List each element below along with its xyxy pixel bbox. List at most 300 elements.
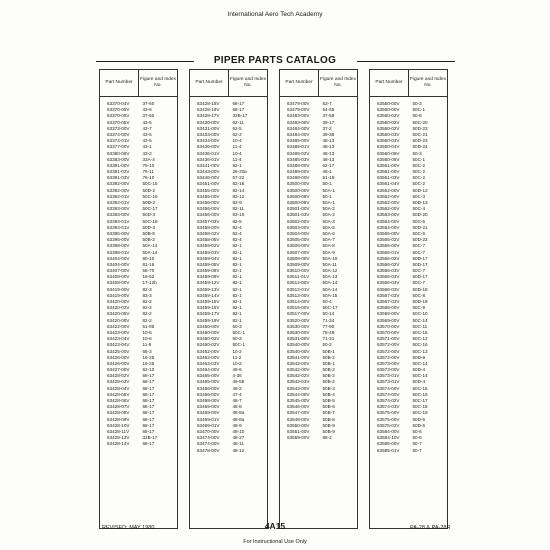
figure-index: 83-12 [232, 193, 245, 199]
figure-index: 50C-2 [412, 169, 426, 175]
part-number: 63572-00V [377, 342, 400, 348]
figure-index: 47-4 [232, 391, 242, 397]
part-number: 63566-03V [377, 268, 400, 274]
part-number: 63428-15V [197, 101, 220, 106]
figure-index: 83-3 [142, 292, 152, 298]
part-number: 63562-00V [377, 193, 400, 199]
part-number: 63398-01V [107, 249, 130, 255]
figure-index: 50-1 [322, 193, 332, 199]
figure-index: 50C-1 [412, 107, 426, 113]
figure-index: 50D-23 [412, 125, 428, 131]
figure-index: 76-10 [142, 175, 155, 181]
figure-index: 56-70 [142, 268, 155, 274]
column-header [100, 70, 177, 97]
figure-index: 43-1 [142, 144, 152, 150]
figure-index: 50A-5 [322, 224, 335, 230]
figure-index: 48-13 [322, 138, 335, 144]
figure-index: 50D-12 [412, 187, 428, 193]
part-number: 63570-00V [377, 323, 400, 329]
figure-index: 54-55 [322, 107, 335, 113]
figure-index: 50C-7 [412, 268, 426, 274]
part-number: 63560-02V [377, 125, 400, 131]
figure-index: 62-17 [322, 162, 335, 168]
figure-index: 16-25 [142, 360, 155, 366]
figure-index: 71-31 [322, 336, 335, 342]
part-number: 63456-00V [197, 206, 220, 212]
part-number: 63428-14V [107, 441, 130, 447]
figure-index: 50D-5 [412, 422, 426, 428]
part-number: 63374-00V [107, 131, 130, 137]
table-row [190, 448, 267, 454]
part-number: 63420-08V [107, 317, 130, 323]
part-number: 63423-04V [107, 336, 130, 342]
part-number: 63392-01V [107, 193, 130, 199]
figure-index: 50B-1 [322, 348, 335, 354]
part-number: 63506-00V [287, 243, 310, 249]
figure-index: 82-4 [232, 230, 242, 236]
figure-index: 48-13 [322, 156, 335, 162]
figure-index: 10-2 [232, 360, 242, 366]
figure-index: 82-14 [232, 187, 245, 193]
figure-index: 50C-1 [232, 342, 246, 348]
figure-index: 11-6 [142, 342, 152, 348]
parts-column-1 [99, 69, 178, 529]
part-number: 63565-02V [377, 237, 400, 243]
figure-index: 82-2 [142, 299, 152, 304]
part-number: 63428-08V [107, 410, 130, 416]
figure-index: 50C-7 [412, 243, 426, 249]
part-number: 63427-00V [107, 367, 130, 373]
part-number: 63483-00V [287, 119, 310, 125]
figure-index: 37-60 [142, 113, 155, 119]
title-rule-right [357, 61, 455, 62]
part-number: 63466-00V [197, 385, 220, 391]
figure-index: 50C-15 [412, 329, 428, 335]
figure-index: 50C-15 [412, 385, 428, 391]
part-number: 63428-10V [107, 422, 130, 428]
part-number: 63584-00V [377, 428, 400, 434]
part-number: 63509-00V [287, 261, 310, 267]
part-number: 63542-00V [287, 360, 310, 366]
page-number: 4A15 [264, 521, 286, 531]
part-number: 63566-03V [377, 286, 400, 292]
figure-index: 17-12b [142, 280, 157, 286]
figure-index: 50-3 [412, 150, 422, 156]
part-number: 63560-06V [377, 156, 400, 162]
part-number: 63469-01V [197, 416, 220, 422]
figure-index: 50A-15 [322, 292, 338, 298]
figure-index: 50C-18 [142, 218, 158, 224]
figure-index: 50D-4 [412, 379, 426, 385]
figure-index: 62-2 [232, 131, 242, 137]
part-number: 63464-00V [197, 367, 220, 373]
part-number: 63560-03V [377, 138, 400, 144]
part-number: 63573-01V [377, 373, 400, 379]
part-number: 63458-02V [197, 230, 220, 236]
part-number: 63484-00V [287, 125, 310, 131]
figure-index: 50-2 [322, 342, 332, 348]
part-number: 63474-00V [197, 441, 220, 447]
part-number: 63501-03V [287, 212, 310, 218]
part-number: 63560-04V [377, 144, 400, 150]
figure-index: 50C-10 [412, 311, 428, 317]
figure-index: 50-3 [232, 323, 242, 329]
part-number: 63420-02V [107, 305, 130, 311]
part-number: 63407-00V [107, 268, 130, 274]
figure-index: 50-1 [322, 181, 332, 187]
figure-index: 50B-9 [322, 428, 335, 434]
figure-index: 37-60 [142, 101, 155, 106]
part-number: 63430-00V [197, 119, 220, 125]
part-number: 63469-00V [197, 410, 220, 416]
figure-index: 10-4 [232, 150, 242, 156]
part-number: 63423-00V [107, 329, 130, 335]
figure-index: 48-10 [232, 428, 245, 434]
part-number: 63531-00V [287, 336, 310, 342]
part-number-header: Part Number [280, 70, 319, 96]
figure-index: 10-2 [232, 348, 242, 354]
part-number: 63428-06V [107, 398, 130, 403]
parts-list [190, 97, 267, 454]
figure-index: 50B-2 [322, 373, 335, 379]
figure-index: 50A-3 [322, 218, 335, 224]
figure-index: 50C-21 [412, 131, 428, 137]
part-number: 63456-00V [197, 212, 220, 218]
part-number: 63459-13V [197, 286, 220, 292]
figure-index: 50D-2 [142, 187, 156, 193]
part-number: 63585-01V [377, 447, 400, 453]
parts-column-4 [369, 69, 451, 531]
part-number: 63571-00V [377, 336, 400, 342]
part-number: 63574-00V [377, 385, 400, 391]
part-number: 63436-00V [197, 144, 220, 150]
figure-index: 50B-9 [142, 230, 155, 236]
part-number: 63567-03V [377, 292, 400, 298]
figure-index: 50B-4 [322, 391, 335, 397]
figure-index: 50A-1 [322, 200, 335, 205]
part-number: 63377-00V [107, 144, 130, 150]
part-number: 63567-03V [377, 299, 400, 304]
figure-index: 37-2 [322, 125, 332, 131]
part-number: 63566-01V [377, 249, 400, 255]
part-number: 63428-09V [107, 416, 130, 422]
part-number: 63562-00V [377, 187, 400, 193]
part-number: 63459-16V [197, 305, 220, 311]
part-number: 63391-02V [107, 169, 130, 175]
figure-index: 76-10 [142, 162, 155, 168]
part-number: 63564-00V [377, 218, 400, 224]
part-number: 63428-07V [107, 404, 130, 410]
part-number: 63451-00V [197, 181, 220, 187]
figure-index: 10-6 [142, 336, 152, 342]
part-number: 63431-00V [197, 125, 220, 131]
figure-index: 50C-1 [232, 329, 246, 335]
figure-index: 82-1 [232, 311, 242, 317]
part-number: 63503-00V [287, 224, 310, 230]
figure-index: 50C-17 [142, 206, 158, 212]
part-number: 63455-00V [197, 187, 220, 193]
part-number: 63370-05V [107, 119, 130, 125]
part-number: 63484-00V [287, 131, 310, 137]
figure-index: 68-17 [142, 410, 155, 416]
figure-index: 50D-22 [412, 237, 428, 243]
figure-index-header: Figure and Index No. [139, 77, 176, 88]
part-number: 63374-01V [107, 138, 130, 144]
figure-index: 50D-3 [142, 212, 156, 218]
figure-index: 62-11 [232, 119, 244, 125]
figure-index: 50B-6 [322, 404, 335, 410]
figure-index: 28-20a [232, 169, 247, 175]
part-number: 63459-04V [197, 255, 220, 261]
figure-index: 48-27 [232, 435, 245, 441]
figure-index: 50A-2 [322, 212, 335, 218]
part-number: 63459-15V [197, 299, 220, 304]
part-number: 63460-00V [197, 323, 220, 329]
figure-index: 48-6 [232, 367, 242, 373]
figure-index: 48-7 [232, 398, 242, 403]
figure-index: 39-38 [322, 131, 335, 137]
part-number: 63501-00V [287, 206, 310, 212]
table-row [370, 448, 447, 454]
part-number: 63462-00V [197, 354, 220, 360]
figure-index: 48-8 [232, 404, 242, 410]
figure-index: 82-1 [232, 280, 242, 286]
figure-index: 50D-17 [412, 274, 428, 280]
figure-index: 68-17 [142, 379, 155, 385]
part-number: 63566-02V [377, 255, 400, 261]
figure-index: 51-95 [142, 323, 155, 329]
figure-index: 48-8a [232, 416, 245, 422]
part-number: 63489-00V [287, 169, 310, 175]
figure-index: 50B-8 [322, 416, 335, 422]
part-number: 63408-00V [107, 274, 130, 280]
part-number: 63505-00V [287, 237, 310, 243]
figure-index: 50C-14 [412, 373, 428, 379]
figure-index: 50A-14 [142, 249, 158, 255]
part-number: 63575-00V [377, 410, 400, 416]
part-number: 63391-00V [107, 162, 130, 168]
figure-index: 50C-9 [412, 305, 426, 311]
figure-index: 82-2 [142, 311, 152, 317]
figure-index: 50-3 [412, 101, 422, 106]
part-number: 63570-00V [377, 329, 400, 335]
parts-list [280, 97, 357, 441]
figure-index: 50D-18 [412, 286, 428, 292]
part-number: 63396-00V [107, 237, 130, 243]
part-number: 63408-00V [107, 280, 130, 286]
figure-index: 77-90 [322, 323, 335, 329]
part-number-header: Part Number [190, 70, 229, 96]
part-number: 63561-00V [377, 162, 400, 168]
part-number: 63500-08V [287, 193, 310, 199]
part-number: 63575-02V [377, 422, 400, 428]
part-number: 63548-00V [287, 416, 310, 422]
catalog-title: PIPER PARTS CATALOG [213, 55, 337, 66]
part-number: 63562-00V [377, 206, 400, 212]
part-number: 63483-00V [287, 113, 310, 119]
part-number: 63393-00V [107, 212, 130, 218]
figure-index: 50B-2 [322, 354, 335, 360]
part-number: 63559-00V [287, 435, 310, 441]
part-number: 63541-00V [287, 354, 310, 360]
figure-index: 50A-10 [322, 255, 338, 261]
part-number: 63457-03V [197, 218, 220, 224]
part-number: 63572-00V [377, 354, 400, 360]
figure-index: 11-4 [232, 156, 242, 162]
part-number: 63530-00V [287, 329, 310, 335]
figure-index: 46-2 [232, 385, 242, 391]
figure-index: 50A-14 [142, 243, 158, 249]
part-number: 63422-00V [107, 323, 130, 329]
figure-index: 68-17 [142, 416, 155, 422]
part-number: 63428-11V [107, 428, 130, 434]
part-number: 63468-00V [197, 398, 220, 403]
figure-index: 82-1 [232, 317, 242, 323]
part-number: 63500-00V [287, 187, 310, 193]
figure-index: 50A-8 [322, 243, 335, 249]
part-number: 63572-00V [377, 348, 400, 354]
figure-index: 50A-12 [322, 268, 338, 274]
part-number: 63511-01V [287, 274, 310, 280]
part-number: 63420-05V [107, 311, 130, 317]
part-number: 63560-00V [377, 101, 400, 106]
part-number: 63459-09V [197, 274, 220, 280]
table-row [280, 435, 357, 441]
part-number: 63420-00V [107, 299, 130, 304]
figure-index: 82-3 [142, 286, 152, 292]
part-number: 63428-16V [197, 107, 220, 113]
figure-index-header: Figure and Index No. [409, 77, 446, 88]
figure-index: 50C-14 [412, 360, 428, 366]
part-number: 63517-00V [287, 311, 310, 317]
part-number: 63574-02V [377, 398, 400, 403]
part-number: 63419-00V [107, 286, 130, 292]
part-number: 63512-00V [287, 280, 310, 286]
figure-index: 82-1 [232, 305, 242, 311]
figure-index: 82-1 [232, 261, 242, 267]
figure-index: 68-17 [142, 404, 155, 410]
figure-index: 83-10 [232, 212, 245, 218]
figure-index: 50-6 [412, 435, 422, 441]
figure-index: 50B-2 [142, 237, 155, 243]
figure-index: 53-7 [322, 101, 332, 106]
part-number: 63573-00V [377, 360, 400, 366]
part-number: 63428-17V [197, 113, 220, 119]
part-number: 63547-00V [287, 410, 310, 416]
part-number: 63544-00V [287, 391, 310, 397]
part-number: 63469-01V [197, 422, 220, 428]
part-number: 63485-03V [287, 156, 310, 162]
parts-column-2 [189, 69, 268, 529]
part-number: 63426-00V [107, 354, 130, 360]
figure-index: 82-16 [232, 181, 245, 187]
part-number: 63459-02V [197, 243, 220, 249]
part-number: 63404-00V [107, 261, 130, 267]
part-number: 63500-08V [287, 200, 310, 205]
part-number: 63540-00V [287, 348, 310, 354]
figure-index: 50B-9 [322, 422, 335, 428]
figure-index: 68-17 [142, 385, 155, 391]
figure-index: 88-2 [322, 435, 332, 441]
figure-index: 68-17 [142, 398, 155, 403]
figure-index: 68-17 [232, 107, 245, 113]
figure-index: 50D-3 [142, 224, 156, 230]
figure-index: 50C-16 [142, 193, 158, 199]
figure-index: 10-4 [232, 138, 242, 144]
part-number: 63485-02V [287, 150, 310, 156]
part-number: 63560-02V [377, 113, 400, 119]
part-number: 63460-00V [197, 329, 220, 335]
figure-index: 68-17 [142, 428, 155, 434]
part-number: 63560-03V [377, 131, 400, 137]
figure-index: 68-17 [142, 391, 155, 397]
part-number: 63380-06V [107, 150, 130, 156]
part-number: 63459-03V [197, 249, 220, 255]
figure-index: 49-58 [232, 379, 245, 385]
part-number: 63458-05V [197, 237, 220, 243]
part-number: 63498-00V [287, 175, 310, 181]
parts-list [100, 97, 177, 448]
figure-index: 48-12 [232, 447, 245, 453]
figure-index: 50A-6 [322, 230, 335, 236]
part-number: 63504-00V [287, 230, 310, 236]
figure-index: 50C-3 [412, 193, 426, 199]
figure-index: 50D-5 [412, 416, 426, 422]
part-number: 63575-00V [377, 416, 400, 422]
part-number: 63574-03V [377, 404, 400, 410]
column-header [370, 70, 447, 97]
part-number: 63560-02V [377, 119, 400, 125]
figure-index: 4-36 [232, 373, 242, 379]
figure-index: 16-52 [142, 274, 155, 280]
figure-index: 33A-4 [142, 156, 155, 162]
part-number: 63462-03V [197, 360, 220, 366]
figure-index: 50D-24 [412, 144, 428, 150]
part-number: 63383-00V [107, 156, 130, 162]
figure-index: 50D-17 [412, 255, 428, 261]
figure-index-header: Figure and Index No. [319, 77, 356, 88]
part-number: 63395-00V [107, 230, 130, 236]
part-number: 63550-00V [287, 422, 310, 428]
figure-index: 82-4 [232, 237, 242, 243]
part-number: 63404-00V [107, 255, 130, 261]
part-number: 63370-05V [107, 107, 130, 113]
figure-index: 48-11 [232, 441, 244, 447]
figure-index: 50A-7 [322, 237, 335, 243]
figure-index: 50A-14 [322, 286, 338, 292]
figure-index: 50D-9 [412, 354, 426, 360]
part-number-header: Part Number [100, 70, 139, 96]
figure-index: 43-5 [142, 138, 152, 144]
figure-index: 50-6 [412, 428, 422, 434]
part-number: 63436-01V [197, 150, 220, 156]
part-number: 63512-01V [287, 286, 310, 292]
figure-index: 78-49 [322, 329, 335, 335]
aircraft-models: PA-28 & PA-28R [410, 525, 451, 531]
figure-index: 82-1 [232, 292, 242, 298]
figure-index: 48-13 [322, 150, 335, 156]
figure-index: 50D-19 [412, 299, 428, 304]
part-number: 63545-00V [287, 398, 310, 403]
figure-index: 43-6 [142, 107, 152, 113]
part-number: 63562-00V [377, 200, 400, 205]
part-number: 63398-00V [107, 243, 130, 249]
part-number: 63456-00V [197, 200, 220, 205]
figure-index: 82-5 [232, 218, 242, 224]
part-number: 63392-01V [107, 200, 130, 205]
part-number: 63459-17V [197, 311, 220, 317]
part-number: 63542-00V [287, 367, 310, 373]
